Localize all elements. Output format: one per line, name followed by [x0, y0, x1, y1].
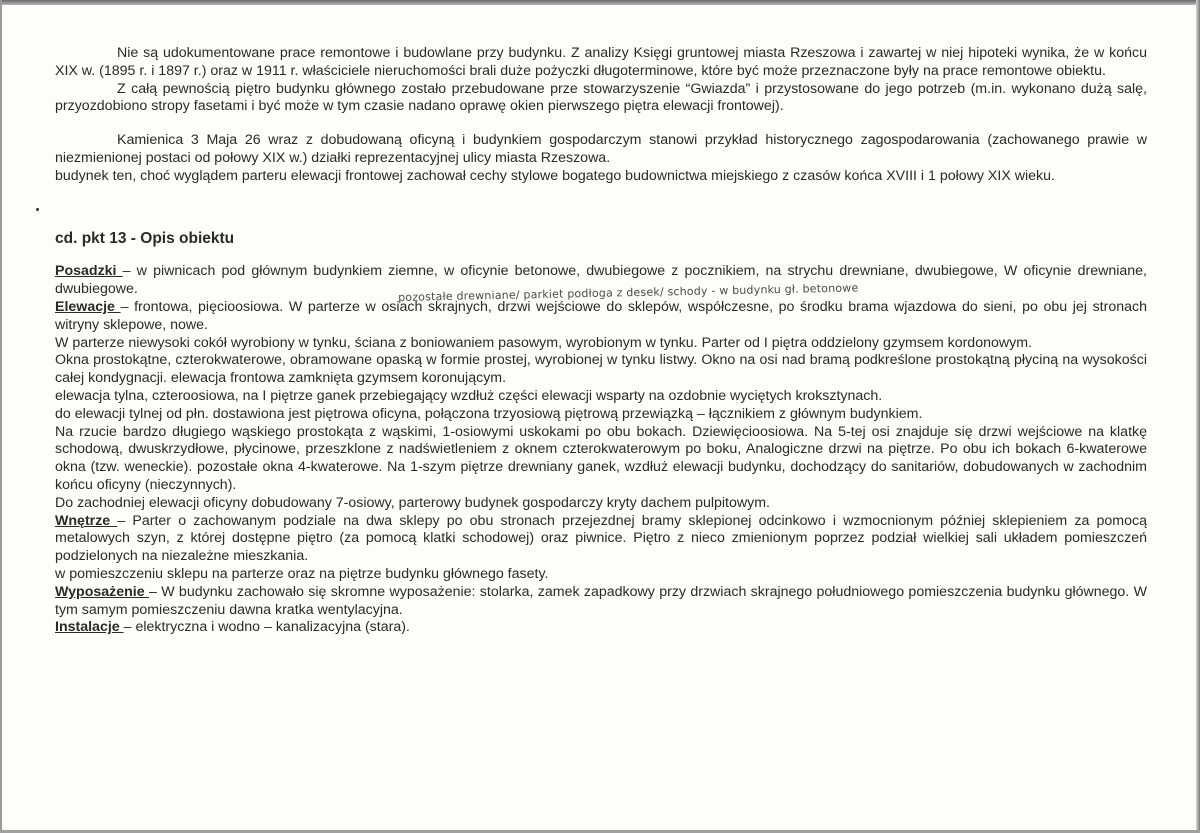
wnetrze-text: – Parter o zachowanym podziale na dwa sklepy po obu stronach przejezdnej bramy sklepionej odcinkowo i wzmocnionym później sklepieniem za pomocą metalowych szyn, z której dostępne piętro (za pomocą klatki schodowej) oraz piwnice. Piętro z nieco zmienionym poprzez podział wielkiej sali układem pomieszczeń podzielonych na niezależne mieszkania. — [55, 512, 1147, 565]
intro-paragraph-3: Kamienica 3 Maja 26 wraz z dobudowaną oficyną i budynkiem gospodarczym stanowi przykład historycznego zagospodarowania (zachowanego prawie w niezmienionej postaci od połowy XIX w.) działki reprezentacyjnej ulicy miasta Rzeszowa. — [55, 132, 1147, 166]
wnetrze-paragraph — [55, 513, 1147, 566]
spacer — [55, 186, 1147, 230]
wyposazenie-paragraph — [55, 584, 1147, 620]
posadzki-term: Posadzki — [55, 263, 123, 280]
elewacje-line-6: Do zachodniej elewacji oficyny dobudowany 7-osiowy, parterowy budynek gospodarczy kryty dachem pulpitowym. — [55, 494, 770, 511]
handwritten-annotation: pozostałe drewniane/ parkiet podłoga z desek/ schody - w budynku gł. betonowe — [398, 281, 859, 304]
elewacje-line-1: W parterze niewysoki cokół wyrobiony w tynku, ściana z boniowaniem pasowym, wyrobionym w tynku. Parter od I piętra oddzielony gzymsem kordonowym. — [55, 334, 1032, 351]
intro-paragraph-4: budynek ten, choć wyglądem parteru elewacji frontowej zachował cechy stylowe bogatego budownictwa miejskiego z czasów końca XVIII i 1 połowy XIX wieku. — [55, 167, 1055, 184]
elewacje-term: Elewacje — [55, 298, 121, 315]
elewacje-line-4: do elewacji tylnej od płn. dostawiona jest piętrowa oficyna, połączona trzyosiową piętrową przewiązką – łącznikiem z głównym budynkiem. — [55, 405, 923, 422]
elewacje-line-5: Na rzucie bardzo długiego wąskiego prostokąta z wąskimi, 1-osiowymi uskokami po obu bokach. Dziewięcioosiowa. Na 5-tej osi znajduje się drzwi wejściowe na klatkę schodową, dwuskrzydłowe, płycinowe, przeszklone z nadświetleniem z oknem czterokwaterowym po boku, Analogiczne drzwi na piętrze. Po obu ich bokach 6-kwaterowe okna (tzw. weneckie). pozostałe okna 4-kwaterowe. Na 1-szym piętrze drewniany ganek, wzdłuż elewacji budynku, dochodzący do sanitariów, dobudowanych w zachodnim końcu oficyny (nieczynnych). — [55, 423, 1147, 493]
elewacje-line-2: Okna prostokątne, czterokwaterowe, obramowane opaską w formie prostej, wyrobionej w tynku listwy. Okno na osi nad bramą podkreślone prostokątną płyciną na wysokości całej kondygnacji. elewacja frontowa zamknięta gzymsem koronującym. — [55, 352, 1147, 387]
instalacje-text: – elektryczna i wodno – kanalizacyjna (stara). — [123, 619, 410, 636]
elewacje-line-3: elewacja tylna, czteroosiowa, na I piętrze ganek przebiegający wzdłuż części elewacji wsparty na ozdobnie wyciętych kroksztynach. — [55, 387, 883, 404]
wnetrze-term: Wnętrze — [55, 512, 118, 529]
document-page — [55, 45, 1147, 637]
wyposazenie-text: – W budynku zachowało się skromne wyposażenie: stolarka, zamek zapadkowy przy drzwiach skrajnego południowego pomieszczenia budynku głównego. W tym samym pomieszczeniu dawna kratka wentylacyjna. — [55, 583, 1147, 618]
scan-edge-right — [1196, 0, 1200, 833]
instalacje-term: Instalacje — [55, 619, 124, 636]
intro-paragraph-1: Nie są udokumentowane prace remontowe i budowlane przy budynku. Z analizy Księgi gruntowej miasta Rzeszowa i zawartej w niej hipoteki wynika, że w końcu XIX w. (1895 r. i 1897 r.) oraz w 1911 r. właściciele nieruchomości brali duże pożyczki długoterminowe, które być może przeznaczone były na prace remontowe obiektu. — [55, 45, 1147, 79]
wnetrze-line: w pomieszczeniu sklepu na parterze oraz na piętrze budynku głównego fasety. — [55, 565, 549, 582]
section-heading: cd. pkt 13 - Opis obiektu — [55, 229, 235, 247]
spacer — [55, 116, 1147, 132]
elewacje-paragraph — [55, 299, 1147, 335]
stray-mark — [36, 208, 39, 211]
instalacje-paragraph — [55, 619, 1147, 637]
elewacje-text: – frontowa, pięcioosiowa. W parterze w osiach skrajnych, drzwi wejściowe do sklepów, współczesne, po środku brama wjazdowa do sieni, po obu jej stronach witryny sklepowe, nowe. — [55, 298, 1147, 333]
wyposazenie-term: Wyposażenie — [55, 583, 149, 600]
intro-paragraph-2: Z całą pewnością piętro budynku głównego zostało przebudowane prze stowarzyszenie “Gwiazda” i przystosowane do jego potrzeb (m.in. wykonano dużą salę, przyozdobiono stropy fasetami i być może w tym czasie nadano oprawę okien pierwszego piętra elewacji frontowej). — [55, 80, 1147, 115]
scan-edge-left — [0, 0, 2, 833]
scan-edge-top — [0, 0, 1200, 5]
posadzki-text: – w piwnicach pod głównym budynkiem ziemne, w oficynie betonowe, dwubiegowe z pocznikiem, na strychu drewniane, dwubiegowe, W oficynie drewniane, dwubiegowe. — [55, 263, 1147, 298]
